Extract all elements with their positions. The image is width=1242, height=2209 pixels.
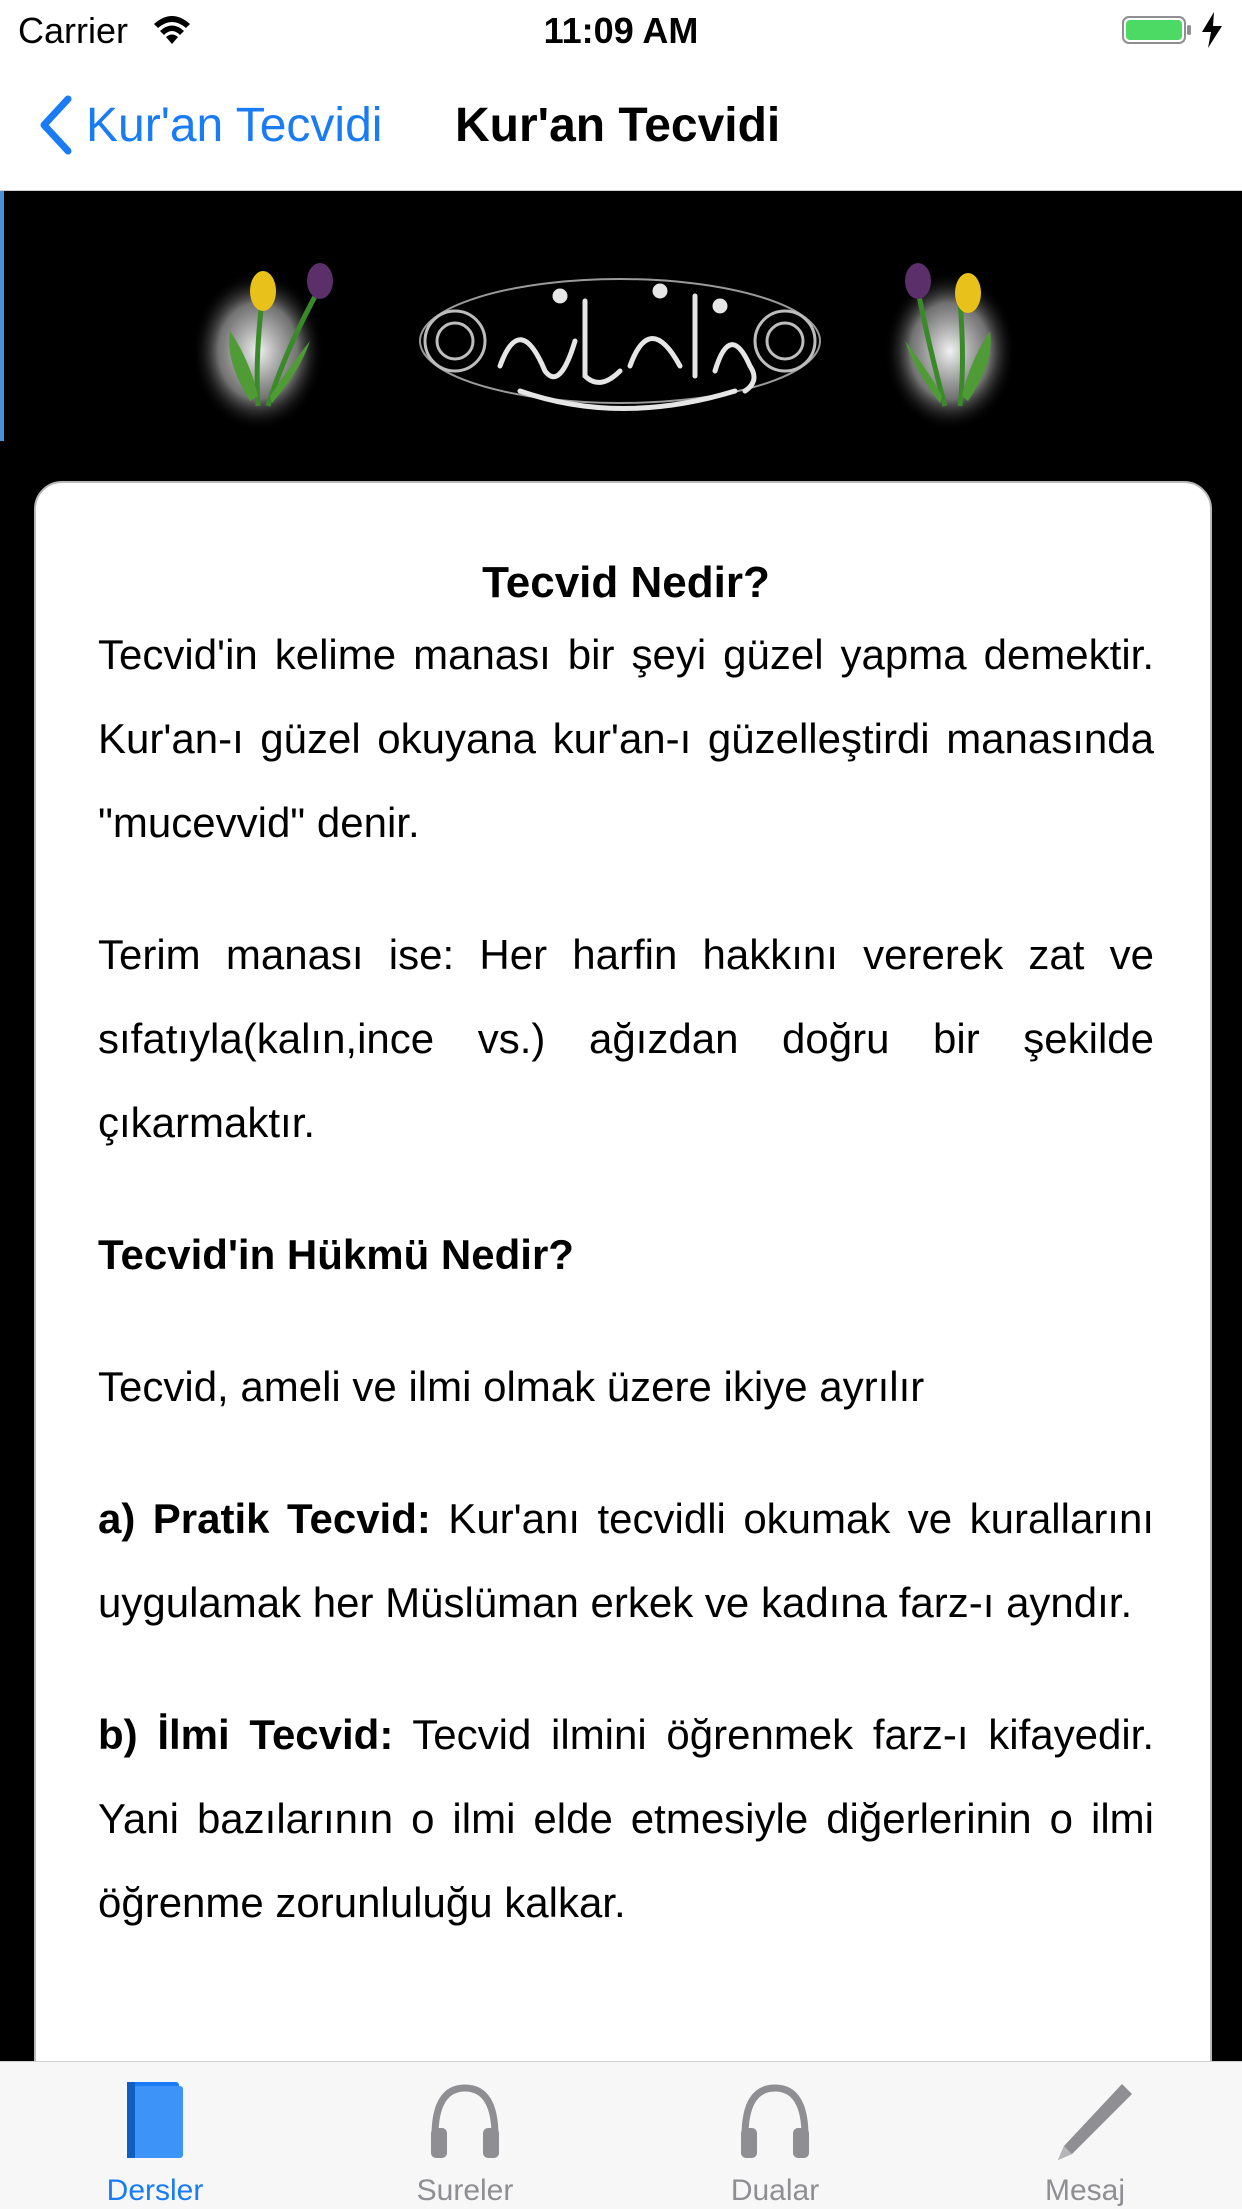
practical-tajweed-text: Kur'anı tecvidli okumak ve kurallarını uygulamak her Müslüman erkek ve kadına farz-ı ayndır. — [98, 1495, 1155, 1626]
theoretical-tajweed-text: Tecvid ilmini öğrenmek farz-ı kifayedir. Yani bazılarının o ilmi elde etmesiyle diğerlerinin o ilmi öğrenme zorunluluğu kalkar. — [98, 1711, 1154, 1926]
paragraph-definition: Tecvid'in kelime manası bir şeyi güzel yapma demektir. Kur'an-ı güzel okuyana kur'an-ı güzelleştirdi manasında "mucevvid" denir. — [98, 631, 1154, 846]
charging-bolt-icon — [1200, 12, 1224, 48]
section-heading-hukum: Tecvid'in Hükmü Nedir? — [98, 1231, 574, 1278]
calligraphy-medallion — [420, 279, 820, 409]
paragraph-types: Tecvid, ameli ve ilmi olmak üzere ikiye ayrılır — [98, 1363, 925, 1410]
clock: 11:09 AM — [543, 10, 699, 51]
article-title: Tecvid Nedir? — [482, 558, 770, 607]
carrier-label: Carrier — [18, 10, 129, 51]
tab-dersler[interactable] — [0, 2062, 310, 2209]
battery-icon — [1122, 14, 1192, 46]
page-title: Kur'an Tecvidi — [455, 99, 781, 152]
header-calligraphy-banner — [0, 191, 1242, 481]
headphones-icon — [425, 2076, 505, 2166]
headphones-icon — [735, 2076, 815, 2166]
tab-label: Dersler — [106, 2174, 204, 2207]
tab-label: Mesaj — [1044, 2174, 1126, 2207]
practical-tajweed-label: a) Pratik Tecvid: — [98, 1495, 431, 1542]
tab-bar — [0, 2061, 1242, 2209]
tulip-left-icon — [192, 263, 333, 431]
paragraph-practical-tajweed — [98, 1477, 1154, 1645]
theoretical-tajweed-label: b) İlmi Tecvid: — [98, 1711, 394, 1758]
tulip-right-icon — [884, 263, 1016, 431]
content-area[interactable] — [0, 191, 1242, 2061]
article-card — [34, 481, 1212, 2061]
tab-label: Sureler — [416, 2174, 514, 2207]
status-bar — [0, 0, 1242, 60]
back-button-label: Kur'an Tecvidi — [86, 98, 383, 152]
book-icon — [115, 2076, 195, 2166]
article-body — [98, 553, 1154, 1945]
navigation-bar — [0, 60, 1242, 191]
tab-mesaj[interactable] — [930, 2062, 1240, 2209]
pencil-icon — [1040, 2076, 1140, 2166]
chevron-left-icon — [36, 93, 76, 157]
tab-sureler[interactable] — [310, 2062, 620, 2209]
tab-label: Dualar — [730, 2174, 820, 2207]
back-button[interactable] — [36, 90, 382, 160]
paragraph-theoretical-tajweed — [98, 1693, 1154, 1945]
paragraph-term-meaning: Terim manası ise: Her harfin hakkını vererek zat ve sıfatıyla(kalın,ince vs.) ağızdan doğru bir şekilde çıkarmaktır. — [98, 931, 1154, 1146]
tab-dualar[interactable] — [620, 2062, 930, 2209]
